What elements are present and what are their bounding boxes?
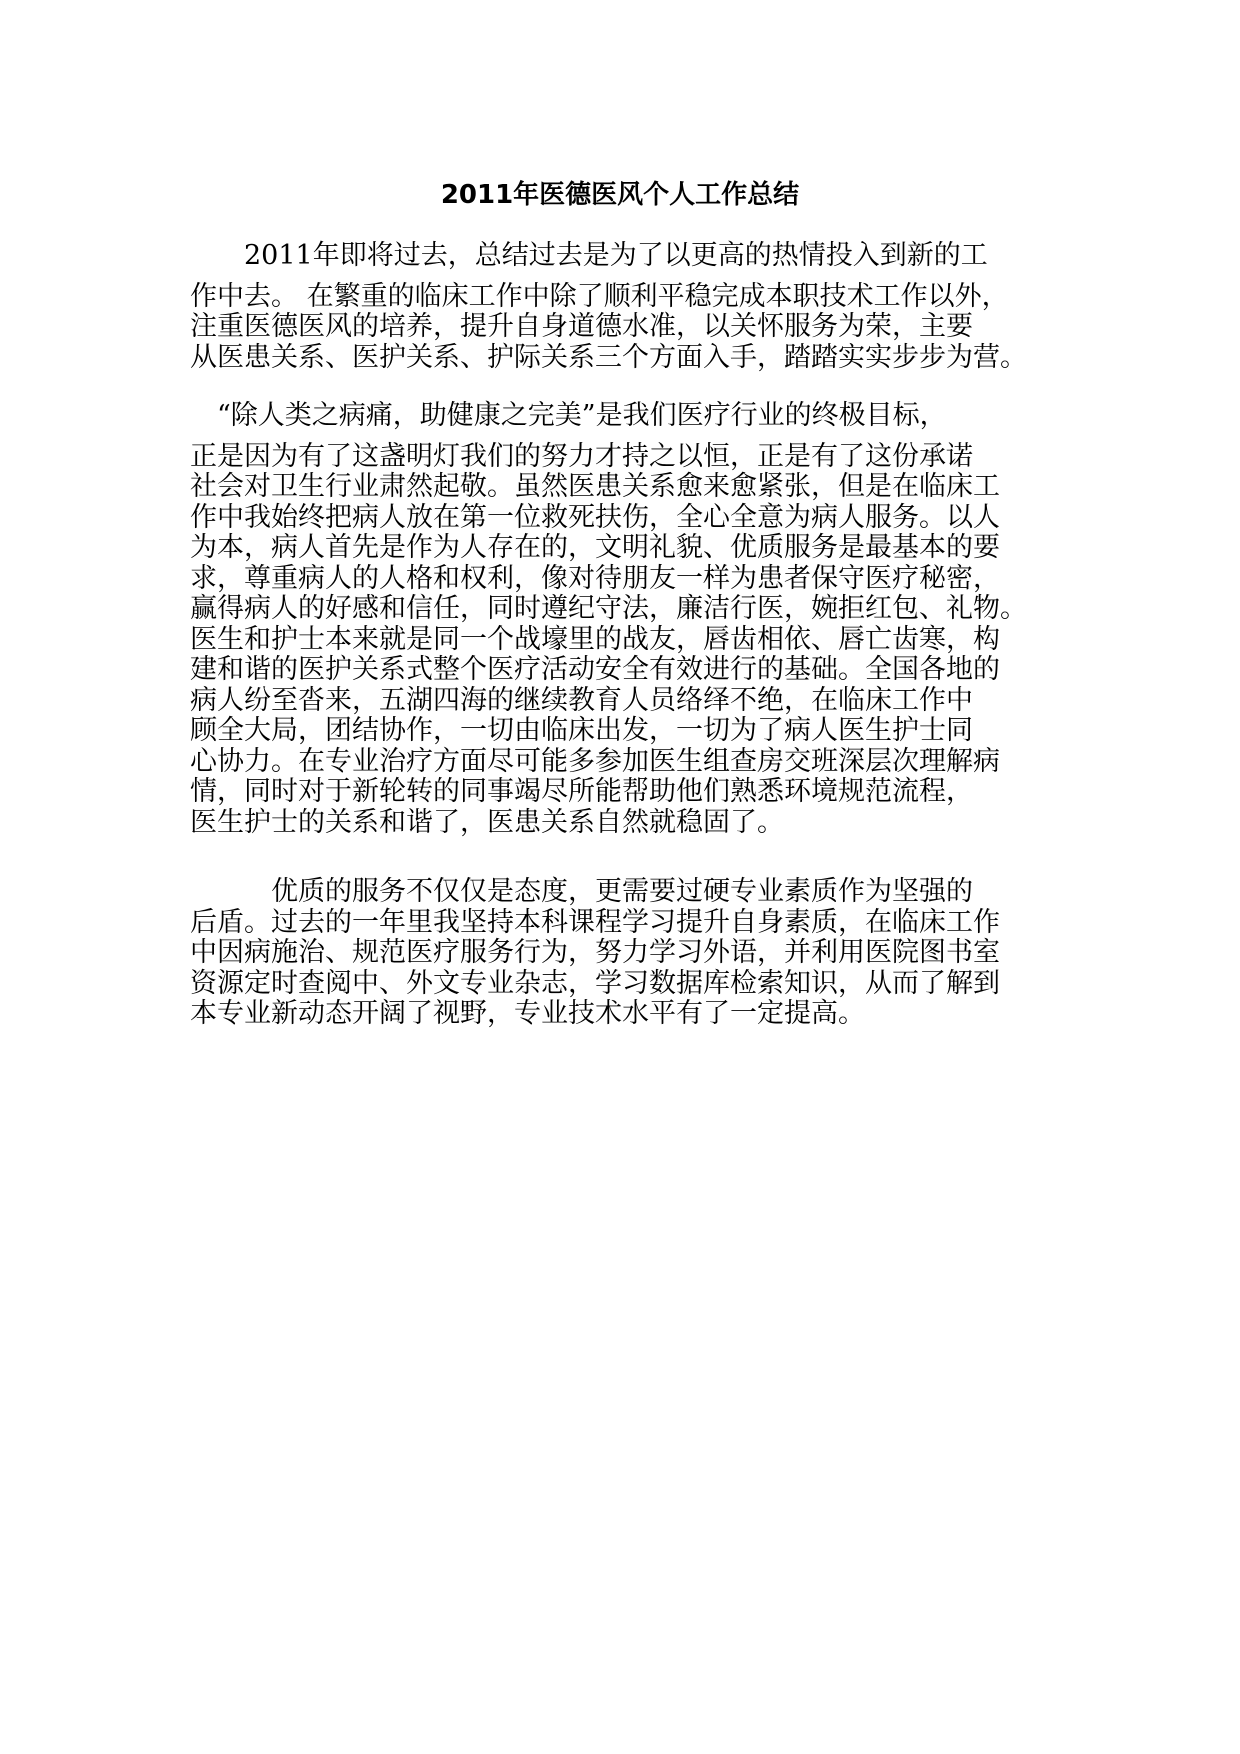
paragraph-line: 建和谐的医护关系式整个医疗活动安全有效进行的基础。全国各地的 xyxy=(190,654,1000,685)
paragraph-line: 病人纷至沓来，五湖四海的继续教育人员络绎不绝，在临床工作中 xyxy=(190,684,973,716)
paragraph-line: 2011年即将过去，总结过去是为了以更高的热情投入到新的工 xyxy=(190,240,988,271)
paragraph-line: 情，同时对于新轮转的同事竭尽所能帮助他们熟悉环境规范流程， xyxy=(190,776,973,807)
paragraph-line: 医生和护士本来就是同一个战壕里的战友，唇齿相依、唇亡齿寒，构 xyxy=(190,623,1000,655)
paragraph-line: 中因病施治、规范医疗服务行为，努力学习外语，并利用医院图书室 xyxy=(190,937,1000,968)
paragraph-line: 求，尊重病人的人格和权利，像对待朋友一样为患者保守医疗秘密， xyxy=(190,562,1000,594)
paragraph-line: 社会对卫生行业肃然起敬。虽然医患关系愈来愈紧张，但是在临床工 xyxy=(190,471,1000,502)
paragraph-line: 优质的服务不仅仅是态度，更需要过硬专业素质作为坚强的 xyxy=(190,876,973,907)
paragraph-line: 作中去。 在繁重的临床工作中除了顺利平稳完成本职技术工作以外， xyxy=(190,280,1009,312)
paragraph-line: 为本，病人首先是作为人存在的，文明礼貌、优质服务是最基本的要 xyxy=(190,532,1000,563)
paragraph-line: 赢得病人的好感和信任，同时遵纪守法，廉洁行医，婉拒红包、礼物。 xyxy=(190,593,1027,624)
paragraph-line: 顾全大局，团结协作，一切由临床出发，一切为了病人医生护士同 xyxy=(190,715,973,746)
paragraph-line: 心协力。在专业治疗方面尽可能多参加医生组查房交班深层次理解病 xyxy=(190,745,1000,777)
document-title: 2011年医德医风个人工作总结 xyxy=(440,180,800,210)
paragraph-line: 本专业新动态开阔了视野，专业技术水平有了一定提高。 xyxy=(190,998,865,1029)
paragraph-1 xyxy=(190,241,1070,373)
paragraph-line: 医生护士的关系和谐了，医患关系自然就稳固了。 xyxy=(190,806,784,838)
paragraph-line: 正是因为有了这盏明灯我们的努力才持之以恒，正是有了这份承诺 xyxy=(190,440,973,472)
paragraph-line: 从医患关系、医护关系、护际关系三个方面入手，踏踏实实步步为营。 xyxy=(190,341,1027,373)
paragraph-line: 注重医德医风的培养，提升自身道德水准，以关怀服务为荣，主要 xyxy=(190,311,973,342)
paragraph-line: 作中我始终把病人放在第一位救死扶伤，全心全意为病人服务。以人 xyxy=(190,501,1000,533)
paragraph-line: 资源定时查阅中、外文专业杂志，学习数据库检索知识，从而了解到 xyxy=(190,967,1000,999)
paragraph-3 xyxy=(190,877,1070,1030)
paragraph-line: “除人类之病痛，助健康之完美”是我们医疗行业的终极目标， xyxy=(190,400,947,431)
paragraph-2 xyxy=(190,401,1070,838)
paragraph-line: 后盾。过去的一年里我坚持本科课程学习提升自身素质，在临床工作 xyxy=(190,906,1000,938)
